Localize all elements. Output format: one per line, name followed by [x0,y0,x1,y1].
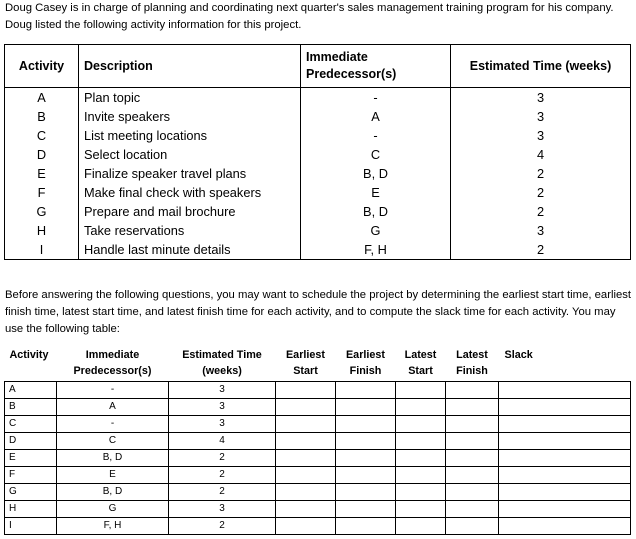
schedule-row [5,382,631,399]
slack-cell[interactable] [499,518,631,535]
activity-cell: F [5,183,79,202]
sched-time-cell: 2 [169,467,276,484]
sched-header-slack: Slack [504,349,533,361]
sched-time-cell: 4 [169,433,276,450]
schedule-row [5,467,631,484]
time-cell: 3 [451,107,631,126]
activity-row [5,240,631,260]
description-cell: Select location [79,145,301,164]
latest-finish-cell[interactable] [446,484,499,501]
predecessor-cell: B, D [301,164,451,183]
activity-cell: C [5,126,79,145]
slack-cell[interactable] [499,382,631,399]
earliest-finish-cell[interactable] [336,450,396,467]
sched-header-predecessor: Immediate Predecessor(s) [73,349,152,377]
sched-time-cell: 3 [169,501,276,518]
instructions-paragraph: Before answering the following questions, you may want to schedule the project by determining the earliest start time, earliest finish time, latest start time, and latest finish time for each activity, and to compute the slack time for each activity. You may use the following table: [5,289,632,335]
sched-activity-cell: D [5,433,57,450]
sched-header-latest-start: Latest Start [404,349,437,377]
activity-cell: G [5,202,79,221]
latest-start-cell[interactable] [396,450,446,467]
activity-cell: H [5,221,79,240]
latest-start-cell[interactable] [396,518,446,535]
activity-row [5,202,631,221]
sched-time-cell: 3 [169,382,276,399]
earliest-start-cell[interactable] [276,416,336,433]
schedule-row [5,399,631,416]
description-cell: Handle last minute details [79,240,301,260]
earliest-start-cell[interactable] [276,467,336,484]
latest-start-cell[interactable] [396,416,446,433]
latest-finish-cell[interactable] [446,433,499,450]
activity-cell: B [5,107,79,126]
slack-cell[interactable] [499,416,631,433]
predecessor-cell: G [301,221,451,240]
sched-activity-cell: F [5,467,57,484]
sched-predecessor-cell: A [57,399,169,416]
sched-header-earliest-finish: Earliest Finish [345,349,385,377]
sched-activity-cell: C [5,416,57,433]
predecessor-cell: F, H [301,240,451,260]
earliest-start-cell[interactable] [276,450,336,467]
earliest-finish-cell[interactable] [336,484,396,501]
description-cell: List meeting locations [79,126,301,145]
sched-activity-cell: B [5,399,57,416]
time-cell: 3 [451,126,631,145]
latest-finish-cell[interactable] [446,416,499,433]
activity-cell: E [5,164,79,183]
description-cell: Prepare and mail brochure [79,202,301,221]
earliest-start-cell[interactable] [276,484,336,501]
sched-predecessor-cell: B, D [57,484,169,501]
sched-predecessor-cell: - [57,416,169,433]
schedule-row [5,518,631,535]
activity-row [5,126,631,145]
sched-time-cell: 2 [169,484,276,501]
activity-row [5,145,631,164]
predecessor-cell: - [301,88,451,108]
time-cell: 3 [451,221,631,240]
latest-start-cell[interactable] [396,433,446,450]
activity-table [4,44,631,260]
sched-activity-cell: I [5,518,57,535]
sched-time-cell: 3 [169,399,276,416]
earliest-finish-cell[interactable] [336,518,396,535]
predecessor-cell: B, D [301,202,451,221]
activity-cell: A [5,88,79,108]
latest-start-cell[interactable] [396,399,446,416]
sched-predecessor-cell: F, H [57,518,169,535]
predecessor-cell: C [301,145,451,164]
activity-row [5,164,631,183]
earliest-start-cell[interactable] [276,382,336,399]
activity-row [5,221,631,240]
earliest-finish-cell[interactable] [336,382,396,399]
sched-predecessor-cell: G [57,501,169,518]
slack-cell[interactable] [499,501,631,518]
activity-cell: I [5,240,79,260]
sched-activity-cell: G [5,484,57,501]
latest-finish-cell[interactable] [446,399,499,416]
schedule-row [5,450,631,467]
slack-cell[interactable] [499,399,631,416]
latest-finish-cell[interactable] [446,382,499,399]
header-estimated-time: Estimated Time (weeks) [451,45,631,88]
description-cell: Finalize speaker travel plans [79,164,301,183]
slack-cell[interactable] [499,467,631,484]
latest-start-cell[interactable] [396,484,446,501]
latest-finish-cell[interactable] [446,450,499,467]
sched-predecessor-cell: B, D [57,450,169,467]
latest-start-cell[interactable] [396,467,446,484]
predecessor-cell: E [301,183,451,202]
header-predecessor: Immediate Predecessor(s) [301,45,451,88]
earliest-finish-cell[interactable] [336,501,396,518]
description-cell: Make final check with speakers [79,183,301,202]
earliest-start-cell[interactable] [276,518,336,535]
earliest-start-cell[interactable] [276,501,336,518]
latest-start-cell[interactable] [396,501,446,518]
schedule-table-header [5,347,631,382]
sched-predecessor-cell: E [57,467,169,484]
sched-time-cell: 2 [169,450,276,467]
activity-cell: D [5,145,79,164]
schedule-row [5,416,631,433]
intro-paragraph: Doug Casey is in charge of planning and coordinating next quarter's sales management training program for his company. Doug listed the following activity information for this project. [5,2,614,31]
sched-header-latest-finish: Latest Finish [456,349,488,377]
sched-activity-cell: A [5,382,57,399]
schedule-row [5,501,631,518]
sched-header-earliest-start: Earliest Start [285,349,325,377]
time-cell: 2 [451,202,631,221]
slack-cell[interactable] [499,450,631,467]
sched-time-cell: 3 [169,416,276,433]
earliest-finish-cell[interactable] [336,416,396,433]
time-cell: 2 [451,183,631,202]
time-cell: 2 [451,164,631,183]
activity-row [5,107,631,126]
latest-finish-cell[interactable] [446,518,499,535]
predecessor-cell: A [301,107,451,126]
time-cell: 4 [451,145,631,164]
sched-predecessor-cell: - [57,382,169,399]
time-cell: 2 [451,240,631,260]
description-cell: Invite speakers [79,107,301,126]
latest-start-cell[interactable] [396,382,446,399]
description-cell: Take reservations [79,221,301,240]
sched-activity-cell: E [5,450,57,467]
earliest-start-cell[interactable] [276,399,336,416]
schedule-table [4,347,631,535]
sched-header-activity: Activity [9,349,49,361]
description-cell: Plan topic [79,88,301,108]
earliest-finish-cell[interactable] [336,433,396,450]
schedule-row [5,433,631,450]
slack-cell[interactable] [499,484,631,501]
header-description: Description [79,45,301,88]
activity-row [5,183,631,202]
latest-finish-cell[interactable] [446,467,499,484]
earliest-finish-cell[interactable] [336,399,396,416]
latest-finish-cell[interactable] [446,501,499,518]
slack-cell[interactable] [499,433,631,450]
earliest-finish-cell[interactable] [336,467,396,484]
earliest-start-cell[interactable] [276,433,336,450]
sched-header-estimated-time: Estimated Time (weeks) [182,349,262,377]
sched-activity-cell: H [5,501,57,518]
activity-table-header [5,45,631,88]
sched-time-cell: 2 [169,518,276,535]
schedule-row [5,484,631,501]
predecessor-cell: - [301,126,451,145]
sched-predecessor-cell: C [57,433,169,450]
header-activity: Activity [5,45,79,88]
activity-row [5,88,631,108]
time-cell: 3 [451,88,631,108]
